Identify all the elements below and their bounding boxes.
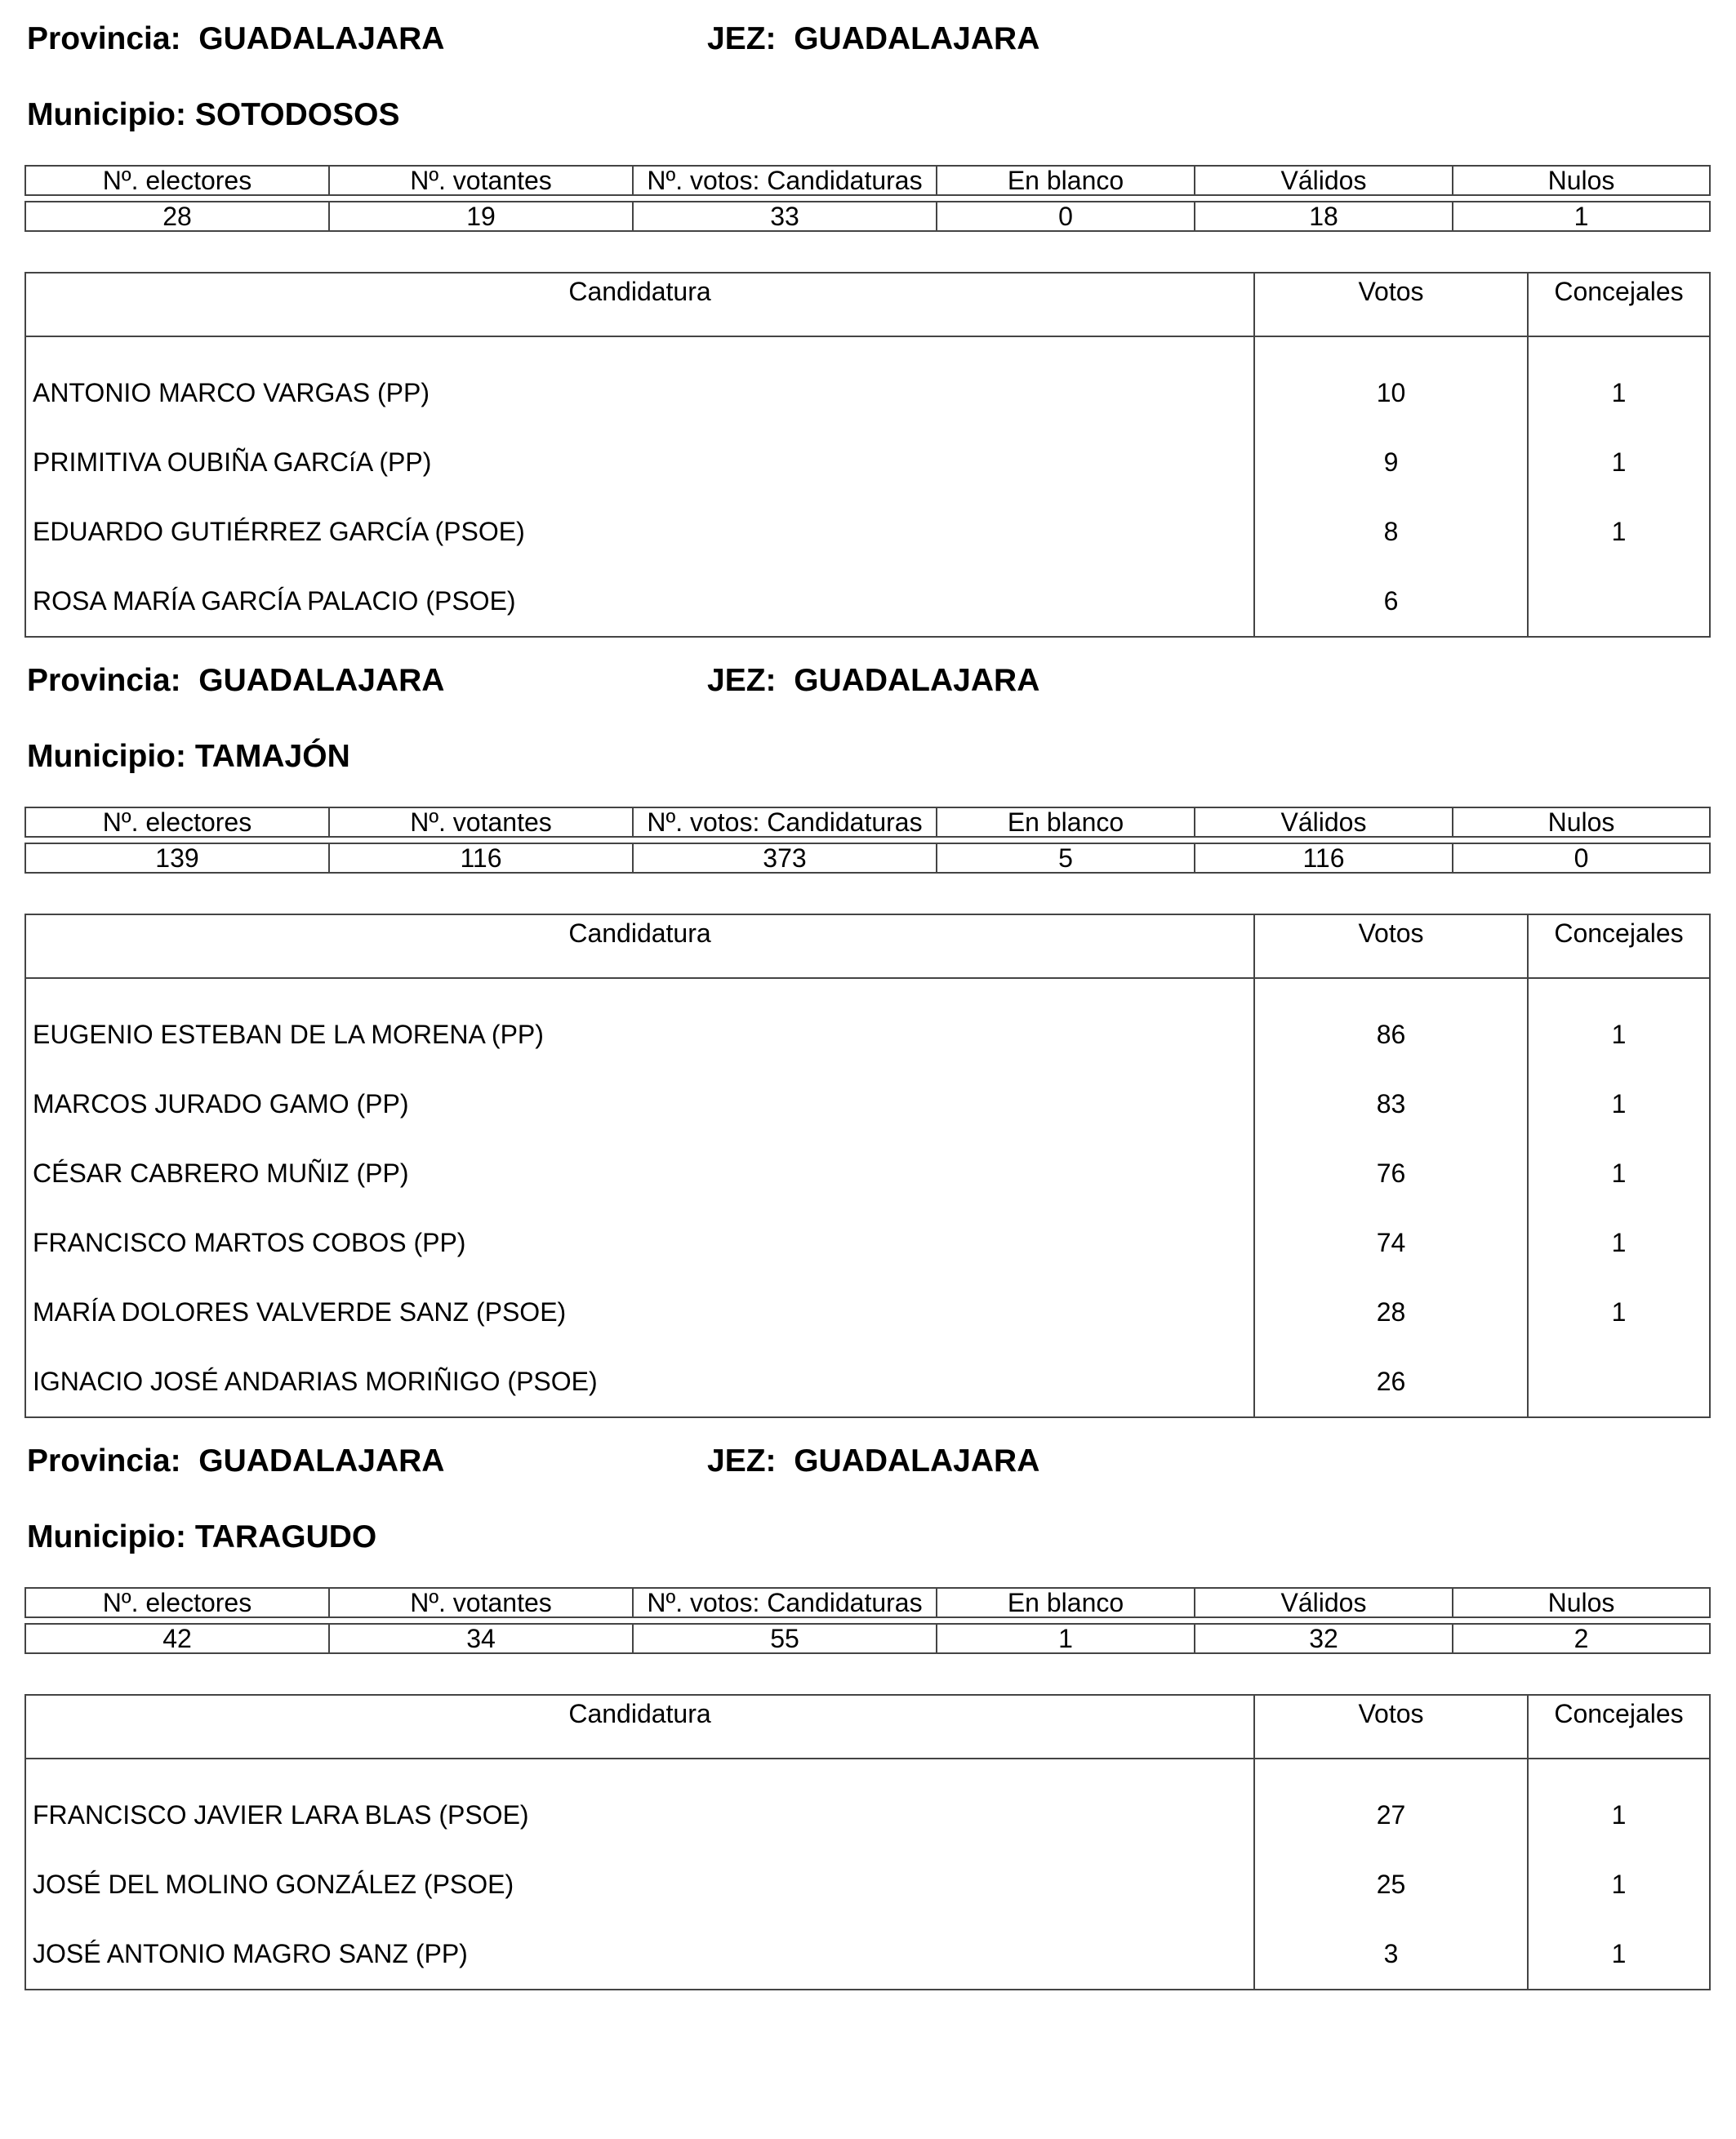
jez-value: GUADALAJARA: [794, 663, 1040, 698]
value-electores: 42: [25, 1624, 329, 1653]
municipio-heading: [27, 99, 399, 131]
candidate-name: ANTONIO MARCO VARGAS (PP): [25, 336, 1254, 428]
candidate-row: [25, 1139, 1710, 1208]
value-nulos: 1: [1453, 202, 1710, 231]
candidate-name: CÉSAR CABRERO MUÑIZ (PP): [25, 1139, 1254, 1208]
candidate-concejales: 1: [1528, 1759, 1710, 1850]
provincia-heading: [27, 23, 444, 55]
candidates-table: [24, 914, 1711, 1418]
candidate-row: [25, 978, 1710, 1070]
jez-heading: [707, 665, 1039, 696]
provincia-heading: [27, 1445, 444, 1477]
value-validos: 18: [1195, 202, 1453, 231]
candidate-votos: 28: [1254, 1278, 1528, 1347]
municipio-value: TAMAJÓN: [194, 739, 350, 774]
stats-header-row: [25, 1588, 1710, 1617]
candidate-concejales: 1: [1528, 1278, 1710, 1347]
candidates-table: [24, 272, 1711, 638]
stats-header-row: [25, 807, 1710, 837]
header-concejales: Concejales: [1528, 914, 1710, 978]
candidate-concejales: 1: [1528, 1850, 1710, 1919]
municipio-label: Municipio:: [27, 739, 186, 774]
candidate-votos: 25: [1254, 1850, 1528, 1919]
value-electores: 139: [25, 843, 329, 873]
jez-label: JEZ:: [707, 21, 777, 56]
provincia-label: Provincia:: [27, 663, 181, 698]
candidates-header-row: [25, 273, 1710, 336]
header-concejales: Concejales: [1528, 273, 1710, 336]
candidate-concejales: 1: [1528, 428, 1710, 497]
municipio-value: SOTODOSOS: [194, 97, 400, 132]
candidates-header-row: [25, 914, 1710, 978]
candidate-row: [25, 428, 1710, 497]
candidates-header-row: [25, 1695, 1710, 1759]
header-votos: Votos: [1254, 1695, 1528, 1759]
header-votos-candidaturas: Nº. votos: Candidaturas: [633, 1588, 937, 1617]
candidate-name: JOSÉ ANTONIO MAGRO SANZ (PP): [25, 1919, 1254, 1990]
value-electores: 28: [25, 202, 329, 231]
value-en-blanco: 5: [937, 843, 1195, 873]
candidate-concejales: 1: [1528, 1139, 1710, 1208]
stats-table: [24, 1587, 1711, 1654]
candidate-votos: 74: [1254, 1208, 1528, 1278]
header-electores: Nº. electores: [25, 166, 329, 195]
header-votantes: Nº. votantes: [329, 807, 633, 837]
jez-value: GUADALAJARA: [794, 1443, 1040, 1479]
candidate-name: EUGENIO ESTEBAN DE LA MORENA (PP): [25, 978, 1254, 1070]
municipio-value: TARAGUDO: [194, 1519, 377, 1554]
value-votantes: 116: [329, 843, 633, 873]
candidate-concejales: 1: [1528, 1070, 1710, 1139]
header-en-blanco: En blanco: [937, 807, 1195, 837]
candidate-concejales: 1: [1528, 1919, 1710, 1990]
candidate-concejales: 1: [1528, 497, 1710, 567]
header-votantes: Nº. votantes: [329, 1588, 633, 1617]
header-candidatura: Candidatura: [25, 914, 1254, 978]
candidate-row: [25, 1850, 1710, 1919]
header-votos: Votos: [1254, 914, 1528, 978]
header-validos: Válidos: [1195, 807, 1453, 837]
candidate-name: IGNACIO JOSÉ ANDARIAS MORIÑIGO (PSOE): [25, 1347, 1254, 1417]
candidate-name: ROSA MARÍA GARCÍA PALACIO (PSOE): [25, 567, 1254, 637]
candidate-row: [25, 1278, 1710, 1347]
value-votos-candidaturas: 55: [633, 1624, 937, 1653]
value-votos-candidaturas: 373: [633, 843, 937, 873]
header-en-blanco: En blanco: [937, 1588, 1195, 1617]
header-votos-candidaturas: Nº. votos: Candidaturas: [633, 166, 937, 195]
candidate-votos: 8: [1254, 497, 1528, 567]
header-candidatura: Candidatura: [25, 1695, 1254, 1759]
stats-value-row: [25, 843, 1710, 873]
jez-label: JEZ:: [707, 1443, 777, 1479]
provincia-value: GUADALAJARA: [198, 663, 445, 698]
candidate-concejales: 1: [1528, 978, 1710, 1070]
value-nulos: 2: [1453, 1624, 1710, 1653]
candidate-concejales: [1528, 1347, 1710, 1417]
candidate-row: [25, 497, 1710, 567]
candidate-name: EDUARDO GUTIÉRREZ GARCÍA (PSOE): [25, 497, 1254, 567]
provincia-label: Provincia:: [27, 21, 181, 56]
candidate-row: [25, 567, 1710, 637]
candidate-votos: 6: [1254, 567, 1528, 637]
candidate-row: [25, 336, 1710, 428]
municipio-label: Municipio:: [27, 97, 186, 132]
candidate-row: [25, 1919, 1710, 1990]
candidate-votos: 10: [1254, 336, 1528, 428]
provincia-label: Provincia:: [27, 1443, 181, 1479]
stats-value-row: [25, 202, 1710, 231]
stats-table: [24, 807, 1711, 874]
municipio-heading: [27, 740, 350, 772]
value-en-blanco: 0: [937, 202, 1195, 231]
candidate-name: MARÍA DOLORES VALVERDE SANZ (PSOE): [25, 1278, 1254, 1347]
stats-table: [24, 165, 1711, 232]
value-en-blanco: 1: [937, 1624, 1195, 1653]
stats-value-row: [25, 1624, 1710, 1653]
header-votantes: Nº. votantes: [329, 166, 633, 195]
candidate-votos: 76: [1254, 1139, 1528, 1208]
candidate-row: [25, 1347, 1710, 1417]
provincia-value: GUADALAJARA: [198, 21, 445, 56]
header-votos: Votos: [1254, 273, 1528, 336]
candidates-table: [24, 1694, 1711, 1990]
candidate-row: [25, 1070, 1710, 1139]
header-candidatura: Candidatura: [25, 273, 1254, 336]
candidate-concejales: [1528, 567, 1710, 637]
jez-heading: [707, 23, 1039, 55]
value-votantes: 19: [329, 202, 633, 231]
provincia-value: GUADALAJARA: [198, 1443, 445, 1479]
header-electores: Nº. electores: [25, 807, 329, 837]
jez-value: GUADALAJARA: [794, 21, 1040, 56]
candidate-votos: 83: [1254, 1070, 1528, 1139]
value-validos: 32: [1195, 1624, 1453, 1653]
candidate-votos: 3: [1254, 1919, 1528, 1990]
candidate-concejales: 1: [1528, 1208, 1710, 1278]
value-votantes: 34: [329, 1624, 633, 1653]
value-votos-candidaturas: 33: [633, 202, 937, 231]
header-validos: Válidos: [1195, 166, 1453, 195]
candidate-row: [25, 1759, 1710, 1850]
municipio-heading: [27, 1521, 376, 1553]
municipio-label: Municipio:: [27, 1519, 186, 1554]
header-votos-candidaturas: Nº. votos: Candidaturas: [633, 807, 937, 837]
candidate-row: [25, 1208, 1710, 1278]
candidate-concejales: 1: [1528, 336, 1710, 428]
header-concejales: Concejales: [1528, 1695, 1710, 1759]
value-nulos: 0: [1453, 843, 1710, 873]
candidate-name: JOSÉ DEL MOLINO GONZÁLEZ (PSOE): [25, 1850, 1254, 1919]
value-validos: 116: [1195, 843, 1453, 873]
provincia-heading: [27, 665, 444, 696]
candidate-votos: 27: [1254, 1759, 1528, 1850]
header-validos: Válidos: [1195, 1588, 1453, 1617]
candidate-name: MARCOS JURADO GAMO (PP): [25, 1070, 1254, 1139]
jez-heading: [707, 1445, 1039, 1477]
candidate-votos: 9: [1254, 428, 1528, 497]
stats-header-row: [25, 166, 1710, 195]
candidate-votos: 26: [1254, 1347, 1528, 1417]
candidate-name: PRIMITIVA OUBIÑA GARCíA (PP): [25, 428, 1254, 497]
header-electores: Nº. electores: [25, 1588, 329, 1617]
header-en-blanco: En blanco: [937, 166, 1195, 195]
header-nulos: Nulos: [1453, 807, 1710, 837]
candidate-name: FRANCISCO MARTOS COBOS (PP): [25, 1208, 1254, 1278]
header-nulos: Nulos: [1453, 166, 1710, 195]
candidate-name: FRANCISCO JAVIER LARA BLAS (PSOE): [25, 1759, 1254, 1850]
header-nulos: Nulos: [1453, 1588, 1710, 1617]
jez-label: JEZ:: [707, 663, 777, 698]
candidate-votos: 86: [1254, 978, 1528, 1070]
